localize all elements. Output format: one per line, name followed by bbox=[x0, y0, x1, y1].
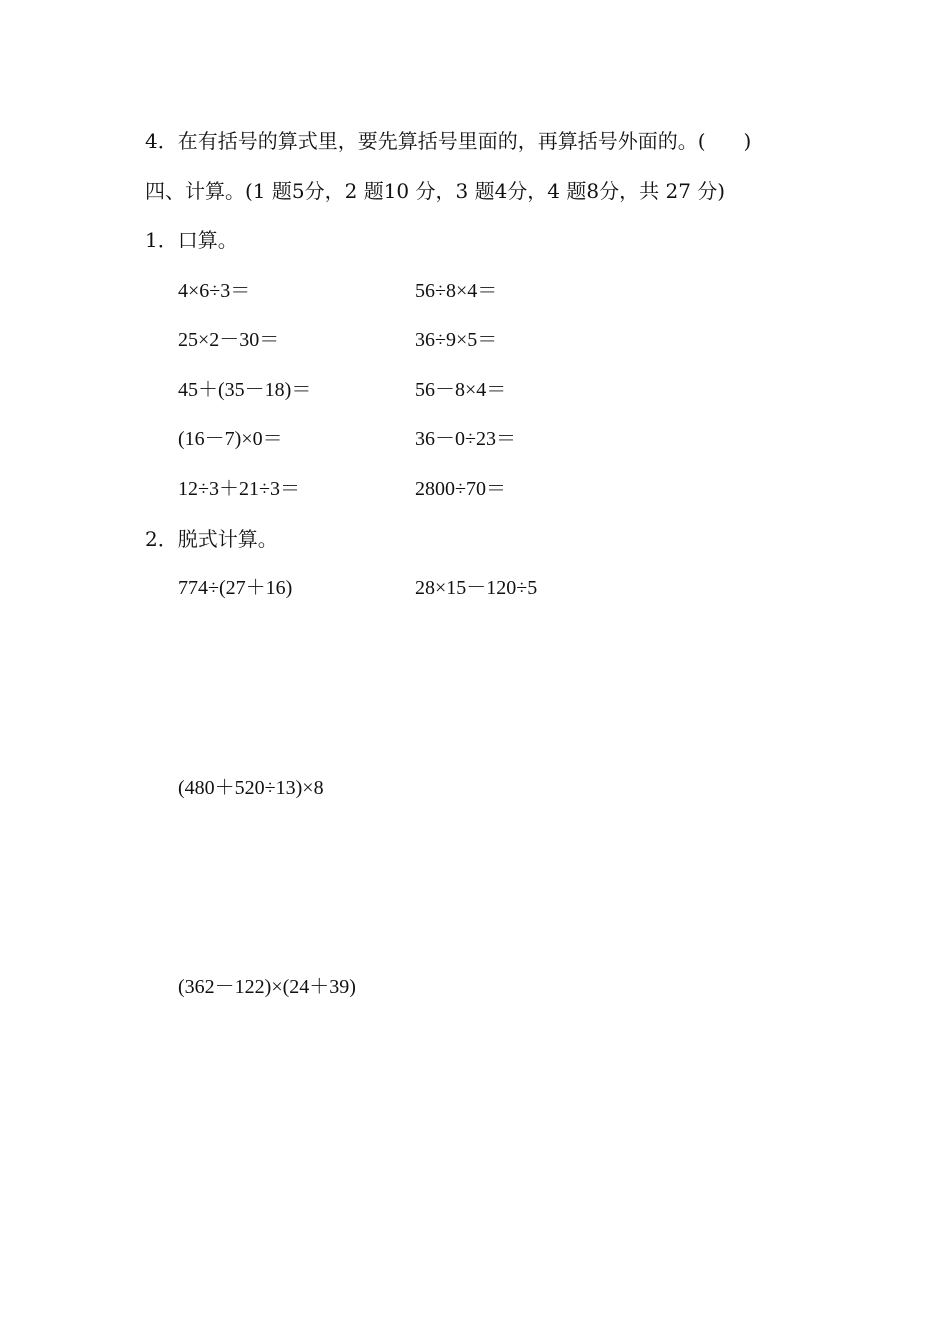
step-calc-item: (362－122)×(24＋39) bbox=[178, 976, 356, 998]
step-calc-item: (480＋520÷13)×8 bbox=[178, 777, 324, 799]
oral-calc-item: 36÷9×5＝ bbox=[415, 329, 498, 351]
step-calc-item: 774÷(27＋16) bbox=[178, 577, 293, 599]
oral-calc-item: 36－0÷23＝ bbox=[415, 428, 516, 450]
oral-calc-item: 45＋(35－18)＝ bbox=[178, 379, 312, 401]
question-2-title: 2．脱式计算。 bbox=[145, 527, 278, 551]
oral-calc-item: 4×6÷3＝ bbox=[178, 280, 251, 302]
section-4-title: 四、计算。(1 题5分，2 题10 分，3 题4分，4 题8分，共 27 分) bbox=[145, 179, 726, 203]
item-4-text: 4．在有括号的算式里，要先算括号里面的，再算括号外面的。( bbox=[145, 129, 706, 153]
oral-calc-item: 56－8×4＝ bbox=[415, 379, 507, 401]
oral-calc-item: 12÷3＋21÷3＝ bbox=[178, 478, 300, 500]
item-4-close-paren: ) bbox=[743, 129, 752, 153]
true-false-item-4 bbox=[145, 129, 751, 153]
oral-calc-item: 56÷8×4＝ bbox=[415, 280, 498, 302]
step-calc-item: 28×15－120÷5 bbox=[415, 577, 538, 599]
oral-calc-item: 25×2－30＝ bbox=[178, 329, 280, 351]
question-1-title: 1．口算。 bbox=[145, 228, 238, 252]
oral-calc-item: (16－7)×0＝ bbox=[178, 428, 283, 450]
oral-calc-item: 2800÷70＝ bbox=[415, 478, 506, 500]
